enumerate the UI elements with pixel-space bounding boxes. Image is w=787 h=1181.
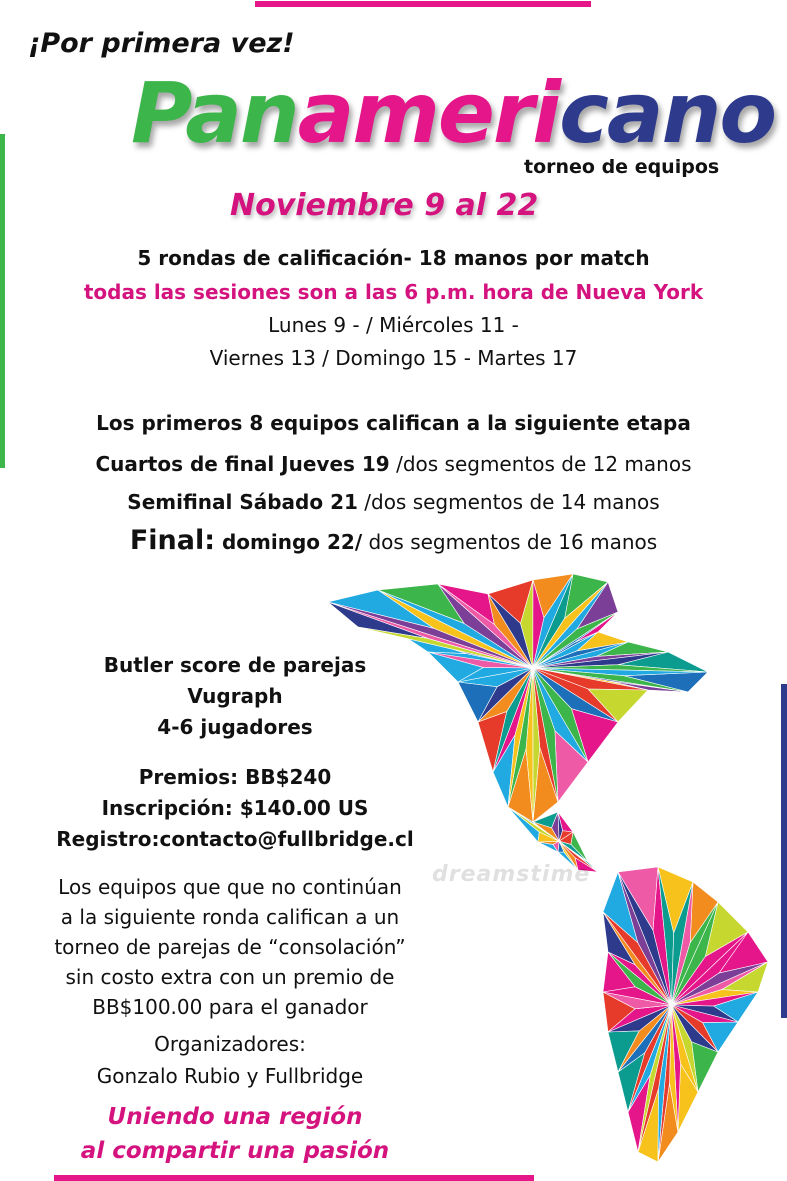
slogan xyxy=(60,1100,410,1168)
registration-fee: Inscripción: $140.00 US xyxy=(101,796,369,820)
registration-contact: Registro:contacto@fullbridge.cl xyxy=(56,827,414,851)
final-date: domingo 22/ xyxy=(215,530,363,554)
semifinal-detail: /dos segmentos de 14 manos xyxy=(357,490,660,514)
rounds-line: 5 rondas de calificación- 18 manos por match xyxy=(137,246,650,270)
event-dates: Noviembre 9 al 22 xyxy=(230,188,539,223)
consolation-block xyxy=(20,872,440,1022)
prize-amount: Premios: BB$240 xyxy=(138,765,332,789)
final-detail: dos segmentos de 16 manos xyxy=(362,530,658,554)
semifinal-label: Semifinal Sábado 21 xyxy=(127,490,358,514)
feature-butler: Butler score de parejas xyxy=(103,653,367,677)
bottom-accent-bar xyxy=(54,1175,534,1181)
qualify-line: Los primeros 8 equipos califican a la siguiente etapa xyxy=(96,411,691,435)
feature-players: 4-6 jugadores xyxy=(157,715,313,739)
feature-vugraph: Vugraph xyxy=(187,684,283,708)
consolation-line: a la siguiente ronda califican a un xyxy=(60,905,400,929)
days-line-1: Lunes 9 - / Miércoles 11 - xyxy=(268,313,519,337)
watermark: dreamstime xyxy=(432,862,591,887)
slogan-line-1: Uniendo una región xyxy=(107,1104,363,1130)
consolation-line: BB$100.00 para el ganador xyxy=(92,995,368,1019)
sessions-line: todas las sesiones son a las 6 p.m. hora de Nueva York xyxy=(83,280,704,304)
semifinal-line xyxy=(0,486,787,519)
brand-part-pan: Pan xyxy=(131,64,298,162)
prizes-block xyxy=(30,762,440,855)
final-label: Final: xyxy=(129,525,216,556)
slogan-line-2: al compartir una pasión xyxy=(80,1138,390,1164)
features-block xyxy=(30,650,440,743)
organizers-names: Gonzalo Rubio y Fullbridge xyxy=(96,1064,364,1088)
quarterfinal-line xyxy=(0,448,787,481)
brand-part-cano: cano xyxy=(559,64,776,162)
consolation-line: torneo de parejas de “consolación” xyxy=(54,935,406,959)
quarterfinal-label: Cuartos de final Jueves 19 xyxy=(95,452,390,476)
top-accent-bar xyxy=(255,1,591,7)
organizers-block xyxy=(20,1028,440,1092)
final-line xyxy=(0,524,787,559)
quarterfinal-detail: /dos segmentos de 12 manos xyxy=(389,452,692,476)
consolation-line: Los equipos que que no continúan xyxy=(58,875,402,899)
consolation-line: sin costo extra con un premio de xyxy=(65,965,395,989)
headline: ¡Por primera vez! xyxy=(28,28,295,59)
organizers-label: Organizadores: xyxy=(154,1032,306,1056)
subtitle: torneo de equipos xyxy=(524,156,720,178)
brand-title xyxy=(131,64,775,162)
days-line-2: Viernes 13 / Domingo 15 - Martes 17 xyxy=(209,346,578,370)
brand-part-ameri: ameri xyxy=(297,64,560,162)
